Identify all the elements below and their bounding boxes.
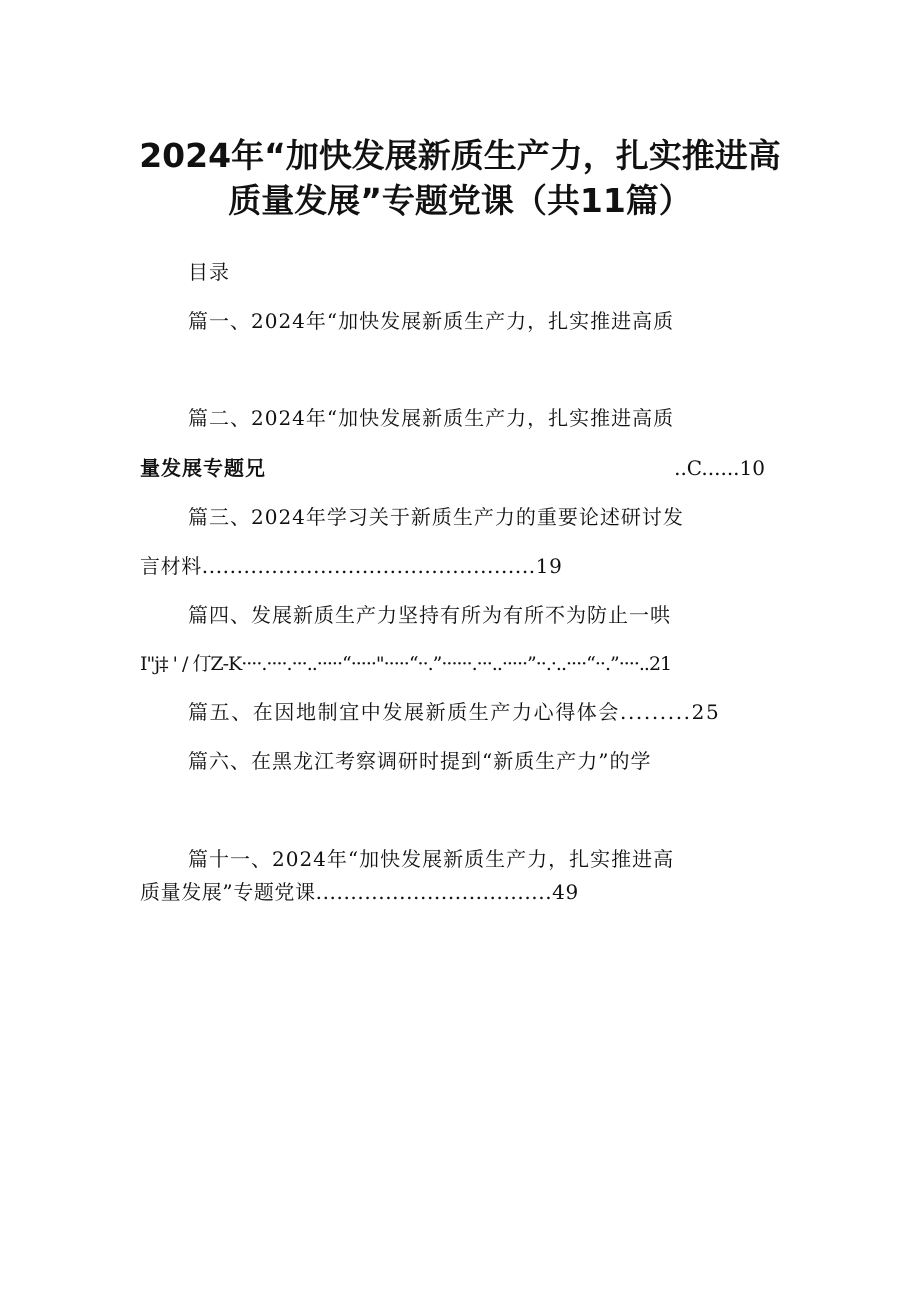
toc-entry-3: 篇三、2024年学习关于新质生产力的重要论述研讨发 (188, 505, 684, 529)
toc-entry-3-continued: 言材料................................................19 (140, 554, 563, 578)
toc-entry-2: 篇二、2024年“加快发展新质生产力，扎实推进高质 (188, 406, 675, 430)
toc-entry-4: 篇四、发展新质生产力坚持有所为有所不为防止一哄 (188, 603, 671, 627)
toc-entry-5: 篇五、在因地制宜中发展新质生产力心得体会.........25 (188, 700, 721, 724)
toc-entry-2-page: ..C......10 (674, 456, 765, 480)
toc-entry-4-continued: I"j‡ ' / 仃Z-K····.····.···..·····“·····"·····“··.”······.···..·····”··.·..····“··.”····..21 (140, 653, 672, 675)
title-line-1: 2024年“加快发展新质生产力，扎实推进高 (139, 136, 781, 175)
toc-entry-11: 篇十一、2024年“加快发展新质生产力，扎实推进高 (188, 847, 675, 871)
toc-entry-11-continued: 质量发展”专题党课..................................49 (140, 880, 579, 904)
toc-entry-6: 篇六、在黑龙江考察调研时提到“新质生产力”的学 (188, 749, 652, 773)
toc-entry-1: 篇一、2024年“加快发展新质生产力，扎实推进高质 (188, 309, 675, 333)
toc-entry-2-continued: 量发展专题兄 (140, 456, 266, 480)
toc-heading: 目录 (188, 260, 230, 284)
title-line-2: 质量发展”专题党课（共11篇） (228, 181, 692, 220)
